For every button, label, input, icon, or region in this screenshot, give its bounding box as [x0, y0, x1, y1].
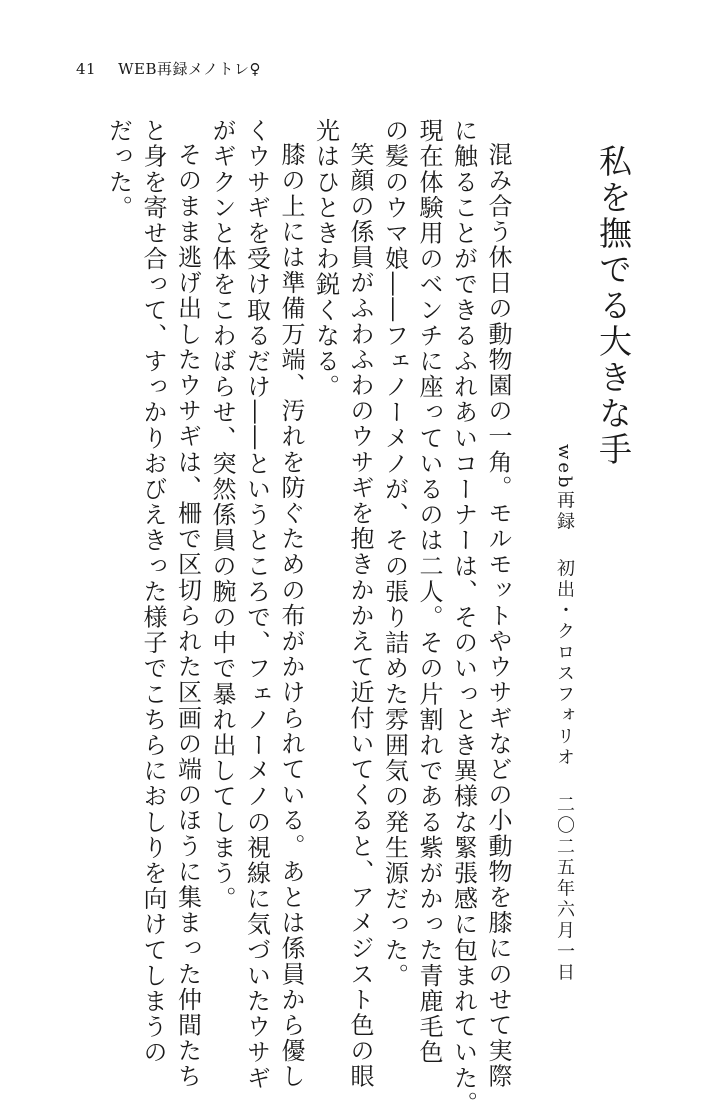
text-line: がギクンと体をこわばらせ、突然係員の腕の中で暴れ出してしまう。: [208, 118, 236, 912]
paragraph-4: [101, 104, 205, 1090]
running-title: WEB再録メノトレ♀: [118, 60, 261, 78]
first-published-note: 初出・クロスフォリオ: [554, 558, 575, 769]
text-line: そのまま逃げ出したウサギは、柵で区切られた区画の端のほうに集まった仲間たち: [173, 142, 202, 1090]
text-line: に触ることができるふれあいコーナーは、そのいっとき異様な緊張感に包まれていた。: [449, 118, 478, 1116]
paragraph-1: [377, 104, 515, 1116]
text-line: の髪のウマ娘――フェノーメノが、その張り詰めた雰囲気の発生源だった。: [380, 118, 409, 989]
page-number: 41: [76, 60, 97, 78]
text-line: くウサギを受け取るだけ――というところで、フェノーメノの視線に気づいたウサギ: [242, 118, 271, 1091]
text-line: 現在体験用のベンチに座っているのは二人。その片割れである紫がかった青鹿毛色: [415, 118, 443, 1066]
paragraph-2: [308, 104, 377, 1090]
source-label: web再録: [554, 444, 575, 533]
vertical-text-body: [101, 104, 633, 1116]
running-header: [76, 58, 261, 79]
publication-date: 二〇二五年六月一日: [554, 794, 575, 984]
text-line: 笑顔の係員がふわふわのウサギを抱きかかえて近付いてくると、アメジスト色の眼: [346, 142, 374, 1090]
text-line: 膝の上には準備万端、汚れを防ぐための布がかけられている。あとは係員から優し: [277, 142, 305, 1090]
paragraph-3: [205, 104, 309, 1091]
text-line: 混み合う休日の動物園の一角。モルモットやウサギなどの小動物を膝にのせて実際: [484, 142, 512, 1090]
text-line: と身を寄せ合って、すっかりおびえきった様子でこちらにおしりを向けてしまうの: [139, 118, 167, 1066]
text-line: 光はひときわ鋭くなる。: [311, 118, 340, 400]
text-line: だった。: [104, 118, 133, 221]
source-note: [553, 104, 575, 984]
story-title: 私を撫でる大きな手: [594, 144, 633, 468]
